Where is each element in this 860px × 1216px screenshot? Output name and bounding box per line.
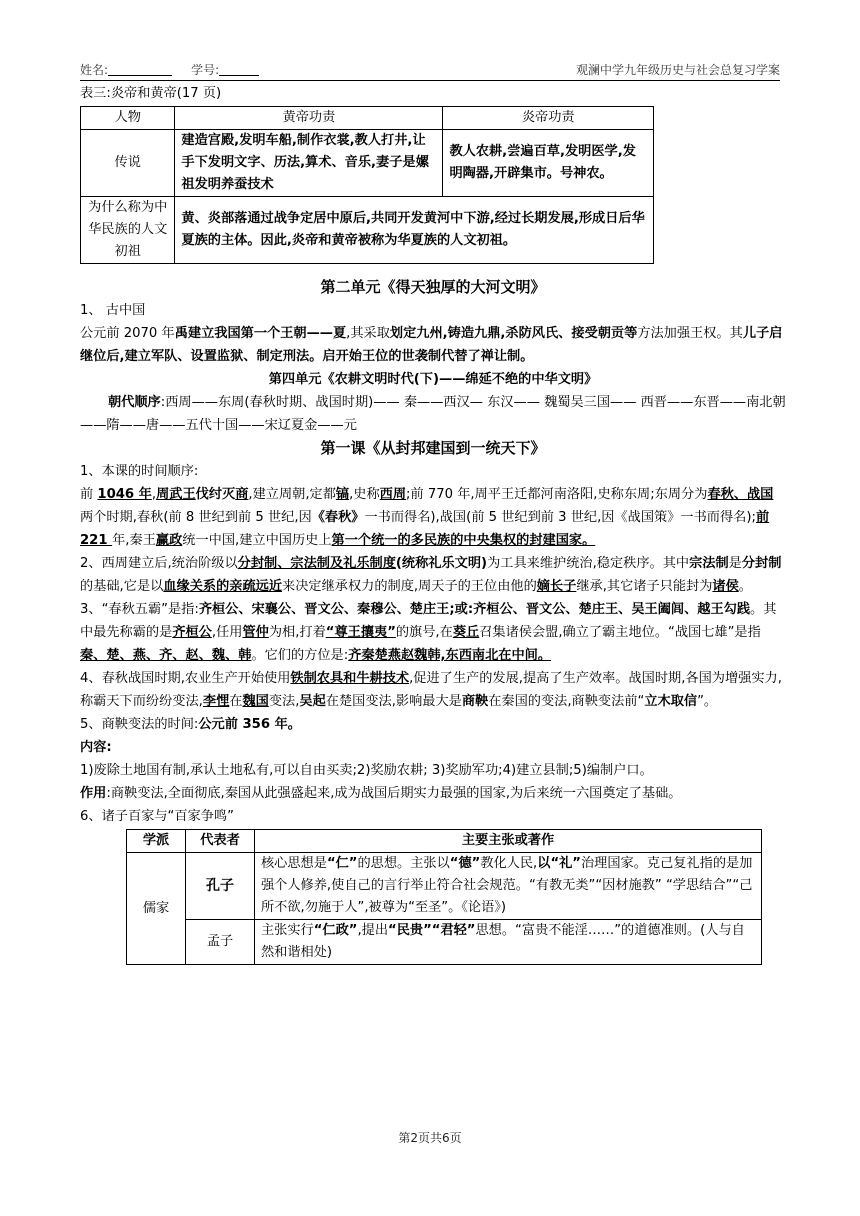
- ancestor-cell: 黄、炎部落通过战争定居中原后,共同开发黄河中下游,经过长期发展,形成日后华夏族的主体。因此,炎帝和黄帝被称为华夏族的人文初祖。: [175, 197, 654, 264]
- table-row: [81, 197, 654, 264]
- header-cell: 代表者: [186, 830, 255, 853]
- huangdi-cell: 建造宫殿,发明车船,制作衣裳,教人打井,让手下发明文字、历法,算术、音乐,妻子是嫘祖发明养蚕技术: [175, 130, 443, 197]
- header-cell: 人物: [81, 107, 175, 130]
- table-row: [127, 853, 762, 920]
- lesson1-section6: 6、诸子百家与“百家争鸣”: [80, 809, 234, 824]
- doctrine-cell: 核心思想是“仁”的思想。主张以“德”教化人民,以“礼”治理国家。克己复礼指的是加强个人修养,使自己的言行举止符合社会规范。“有教无类”“因材施教” “学思结合”“己所不欲,勿施于人”,被尊为“至圣”。《论语》): [255, 853, 762, 920]
- lesson1-paragraph3: 3、“春秋五霸”是指:齐桓公、宋襄公、晋文公、秦穆公、楚庄王;或:齐桓公、晋文公、楚庄王、吴王阖闾、越王勾践。其中最先称霸的是齐桓公,任用管仲为相,打着“尊王攘夷”的旗号,在葵丘召集诸侯会盟,确立了霸主地位。“战国七雄”是指秦、楚、燕、齐、赵、魏、韩。它们的方位是:齐秦楚燕赵魏韩,东西南北在中间。: [80, 602, 777, 663]
- header-cell: 主要主张或著作: [255, 830, 762, 853]
- yandi-cell: 教人农耕,尝遍百草,发明医学,发明陶器,开辟集市。号神农。: [443, 130, 654, 197]
- unit4-title: 第四单元《农耕文明时代(下)——绵延不绝的中华文明》: [268, 372, 598, 387]
- student-info: 姓名: 学号:: [80, 62, 259, 78]
- unit2-section1: 1、 古中国: [80, 303, 146, 318]
- row-label: 传说: [81, 130, 175, 197]
- reform-effect: 作用:商鞅变法,全面彻底,秦国从此强盛起来,成为战国后期实力最强的国家,为后来统一六国奠定了基础。: [80, 786, 682, 801]
- page-number: 第2页共6页: [398, 1131, 462, 1145]
- header-cell: 黄帝功责: [175, 107, 443, 130]
- lesson1-title: 第一课《从封邦建国到一统天下》: [320, 439, 546, 457]
- school-title: 观澜中学九年级历史与社会总复习学案: [575, 63, 780, 77]
- representative-cell: 孟子: [186, 920, 255, 965]
- school-cell: 儒家: [127, 853, 186, 965]
- table-row: [127, 920, 762, 965]
- table-hundred-schools: [126, 829, 762, 965]
- doctrine-cell: 主张实行“仁政”,提出“民贵”“君轻”思想。“富贵不能淫……”的道德准则。(人与自然和谐相处): [255, 920, 762, 965]
- table-header-row: [127, 830, 762, 853]
- page-header: [80, 62, 780, 81]
- unit2-paragraph: 公元前 2070 年禹建立我国第一个王朝——夏,其采取划定九州,铸造九鼎,杀防风氏、接受朝贡等方法加强王权。其儿子启继位后,建立军队、设置监狱、制定刑法。启开始王位的世袭制代替了禅让制。: [80, 326, 783, 364]
- header-cell: 学派: [127, 830, 186, 853]
- table-row: [81, 130, 654, 197]
- dynasty-order: 朝代顺序:西周——东周(春秋时期、战国时期)—— 秦——西汉— 东汉—— 魏蜀吴三国—— 西晋——东晋——南北朝——隋——唐——五代十国——宋辽夏金——元: [80, 395, 786, 433]
- id-blank[interactable]: [219, 63, 259, 76]
- content-label: 内容:: [80, 740, 112, 755]
- lesson1-paragraph5: 5、商鞅变法的时间:公元前 356 年。: [80, 717, 301, 732]
- lesson1-section1: 1、本课的时间顺序:: [80, 464, 199, 479]
- representative-cell: 孔子: [186, 853, 255, 920]
- table-header-row: [81, 107, 654, 130]
- table-yandi-huangdi: [80, 106, 654, 264]
- row-label: 为什么称为中华民族的人文初祖: [81, 197, 175, 264]
- reform-content: 1)废除土地国有制,承认土地私有,可以自由买卖;2)奖励农耕; 3)奖励军功;4)建立县制;5)编制户口。: [80, 763, 653, 778]
- lesson1-paragraph1: 前 1046 年,周武王伐纣灭商,建立周朝,定都镐,史称西周;前 770 年,周平王迁都河南洛阳,史称东周;东周分为春秋、战国两个时期,春秋(前 8 世纪到前 5 世纪,因《春秋》一书而得名),战国(前 5 世纪到前 3 世纪,因《战国策》一书而得名);前 221 年,秦王赢政统一中国,建立中国历史上第一个统一的多民族的中央集权的封建国家。: [80, 487, 774, 548]
- unit2-title: 第二单元《得天独厚的大河文明》: [320, 278, 546, 296]
- page-content: [80, 82, 786, 965]
- header-cell: 炎帝功责: [443, 107, 654, 130]
- lesson1-paragraph4: 4、春秋战国时期,农业生产开始使用铁制农具和牛耕技术,促进了生产的发展,提高了生产效率。战国时期,各国为增强实力,称霸天下而纷纷变法,李悝在魏国变法,吴起在楚国变法,影响最大是商鞅在秦国的变法,商鞅变法前“立木取信”。: [80, 671, 782, 709]
- table3-caption: 表三:炎帝和黄帝(17 页): [80, 86, 222, 101]
- lesson1-paragraph2: 2、西周建立后,统治阶级以分封制、宗法制及礼乐制度(统称礼乐文明)为工具来维护统治,稳定秩序。其中宗法制是分封制的基础,它是以血缘关系的亲疏远近来决定继承权力的制度,周天子的王位由他的嫡长子继承,其它诸子只能封为诸侯。: [80, 556, 782, 594]
- name-blank[interactable]: [108, 63, 172, 76]
